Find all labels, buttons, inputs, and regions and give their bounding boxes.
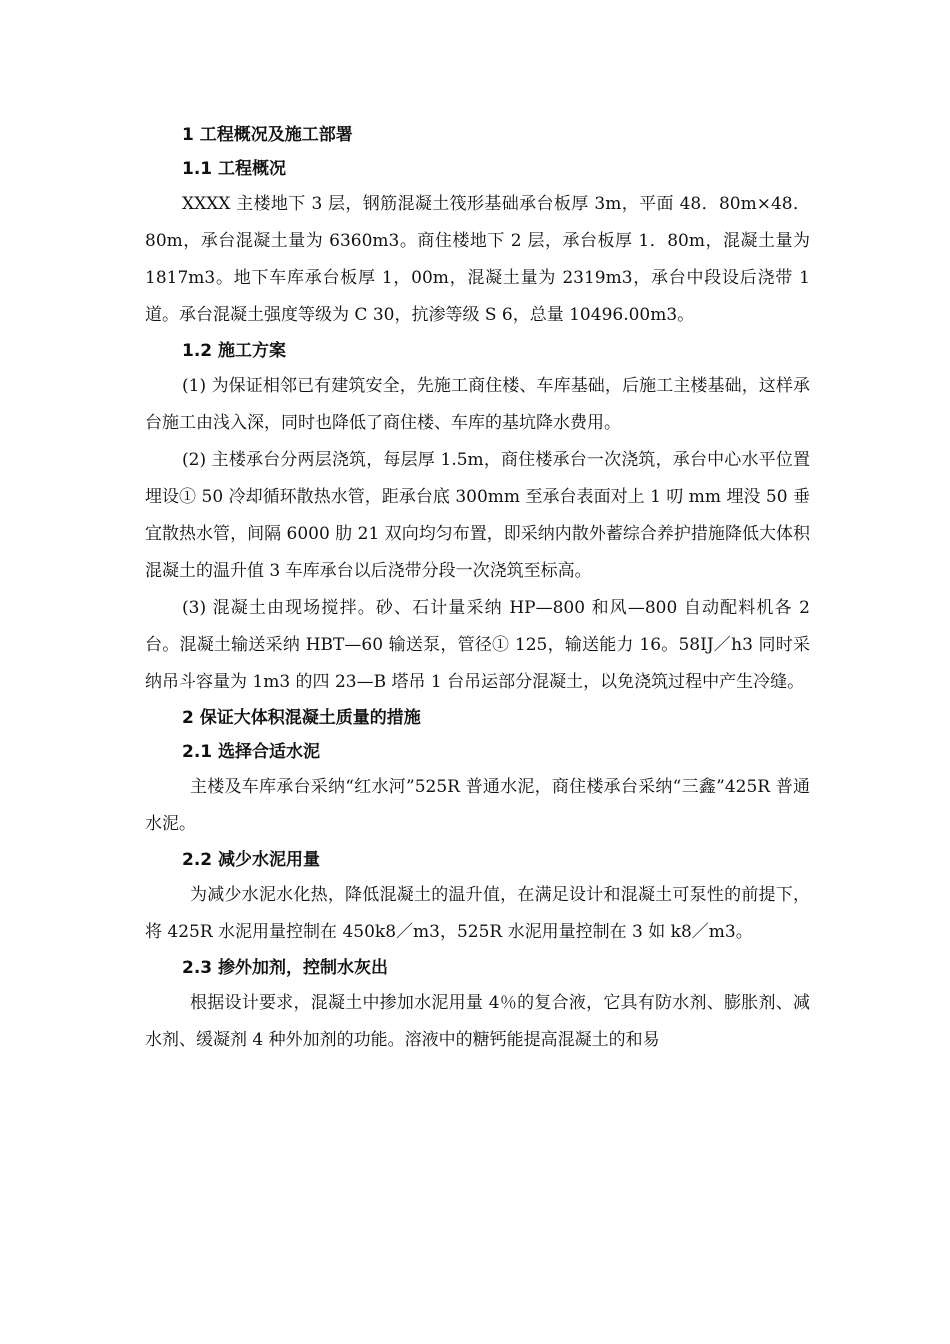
section-2-3-title: 2.3 掺外加剂，控制水灰出 [182, 958, 389, 978]
section-2-3-paragraph: 根据设计要求，混凝土中掺加水泥用量 4％的复合液，它具有防水剂、膨胀剂、减水剂、缓凝剂 4 种外加剂的功能。溶液中的糖钙能提高混凝土的和易 [145, 993, 810, 1050]
section-2-2-title: 2.2 减少水泥用量 [182, 850, 321, 870]
section-2-title: 2 保证大体积混凝土质量的措施 [182, 708, 421, 728]
section-1-2-title: 1.2 施工方案 [182, 341, 287, 361]
section-1-1-paragraph: XXXX 主楼地下 3 层，钢筋混凝土筏形基础承台板厚 3m，平面 48．80m×48．80m，承台混凝土量为 6360m3。商住楼地下 2 层，承台板厚 1．80m，混凝土量为 1817m3。地下车库承台板厚 1，00m，混凝土量为 2319m3，承台中段设后浇带 1 道。承台混凝土强度等级为 C 30，抗渗等级 S 6，总量 10496.00m3。 [145, 194, 810, 325]
section-1-title: 1 工程概况及施工部署 [182, 125, 353, 145]
document-body [145, 118, 810, 1059]
section-2-2-paragraph: 为减少水泥水化热，降低混凝土的温升值，在满足设计和混凝土可泵性的前提下，将 425R 水泥用量控制在 450k8／m3，525R 水泥用量控制在 3 如 k8／m3。 [145, 885, 810, 942]
section-2-1-title: 2.1 选择合适水泥 [182, 742, 321, 762]
section-1-2-paragraph-3: (3) 混凝土由现场搅拌。砂、石计量采纳 HP—800 和风—800 自动配料机各 2 台。混凝土输送采纳 HBT—60 输送泵，管径① 125，输送能力 16。58IJ／h3 同时采纳吊斗容量为 1m3 的四 23—B 塔吊 1 台吊运部分混凝土，以免浇筑过程中产生冷缝。 [145, 598, 810, 692]
section-2-1-paragraph: 主楼及车库承台采纳“红水河”525R 普通水泥，商住楼承台采纳“三鑫”425R 普通水泥。 [145, 777, 810, 834]
section-1-2-paragraph-1: (1) 为保证相邻已有建筑安全，先施工商住楼、车库基础，后施工主楼基础，这样承台施工由浅入深，同时也降低了商住楼、车库的基坑降水费用。 [145, 376, 810, 433]
section-1-1-title: 1.1 工程概况 [182, 159, 287, 179]
section-1-2-paragraph-2: (2) 主楼承台分两层浇筑，每层厚 1.5m，商住楼承台一次浇筑，承台中心水平位置埋设① 50 冷却循环散热水管，距承台底 300mm 至承台表面对上 1 叨 mm 埋没 50 垂宜散热水管，间隔 6000 肋 21 双向均匀布置，即采纳内散外蓄综合养护措施降低大体积混凝土的温升值 3 车库承台以后浇带分段一次浇筑至标高。 [145, 450, 810, 581]
